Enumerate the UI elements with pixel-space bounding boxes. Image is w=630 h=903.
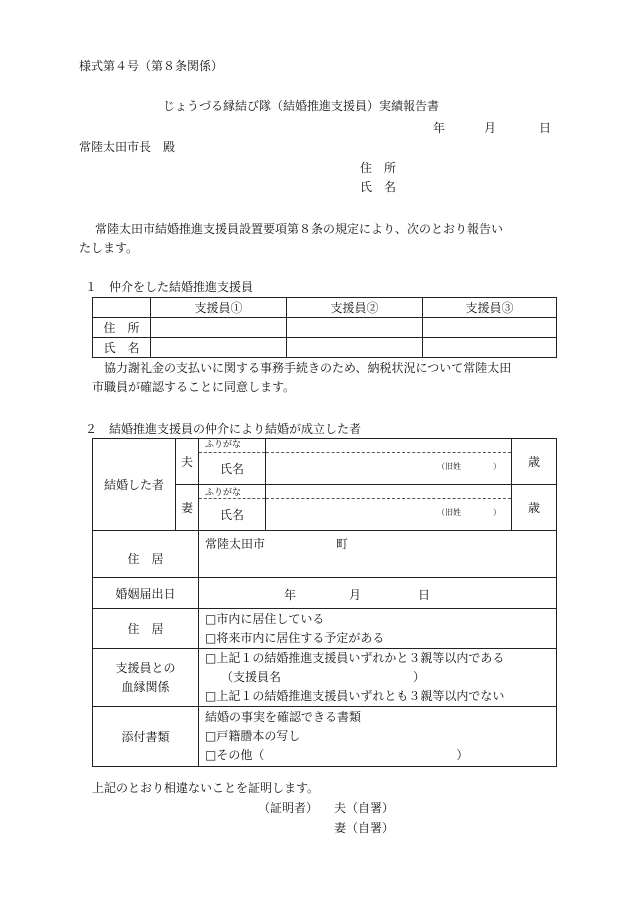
supporter-3-name[interactable] xyxy=(423,338,557,358)
intro-line-1: 常陸太田市結婚推進支援員設置要項第８条の規定により、次のとおり報告い xyxy=(95,222,504,236)
living-option-current[interactable]: □市内に居住している xyxy=(205,611,325,626)
husband-name-input[interactable] xyxy=(266,453,512,485)
certifier-label: （証明者） xyxy=(258,801,319,815)
col-supporter-1: 支援員① xyxy=(151,298,287,318)
relation-option-none[interactable]: □上記１の結婚推進支援員いずれとも３親等以内でない xyxy=(205,689,505,703)
attach-option-other[interactable]: □その他（ ） xyxy=(205,748,469,762)
relation-option-within[interactable]: □上記１の結婚推進支援員いずれかと３親等以内である xyxy=(205,651,505,665)
form-number: 様式第４号（第８条関係） xyxy=(79,59,224,73)
residence-town: 町 xyxy=(336,537,349,551)
addressee: 常陸太田市長 殿 xyxy=(79,140,176,154)
living-options xyxy=(199,609,557,649)
consent-line-2: 市職員が確認することに同意します。 xyxy=(92,380,296,394)
wife-age-unit: 歳 xyxy=(512,485,557,531)
registration-year: 年 xyxy=(284,588,297,602)
husband-age-unit: 歳 xyxy=(512,439,557,485)
wife-signature[interactable]: 妻（自署） xyxy=(334,821,395,835)
attach-option-koseki[interactable]: □戸籍謄本の写し xyxy=(205,729,301,743)
husband-old-surname: （旧姓 ） xyxy=(437,462,501,471)
residence-city: 常陸太田市 xyxy=(205,537,266,551)
row-address-label: 住 所 xyxy=(93,318,151,338)
wife-label: 妻 xyxy=(176,485,199,531)
date-month: 月 xyxy=(484,121,497,135)
intro-line-2: たします。 xyxy=(79,241,139,255)
residence-value[interactable] xyxy=(199,531,557,578)
wife-name-input[interactable] xyxy=(266,499,512,531)
section2-heading: ２ 結婚推進支援員の仲介により結婚が成立した者 xyxy=(85,422,362,436)
marriage-table xyxy=(92,438,557,767)
relation-label: 支援員との 血縁関係 xyxy=(93,649,199,707)
attach-options xyxy=(199,707,557,767)
living-option-future[interactable]: □将来市内に居住する予定がある xyxy=(205,630,385,645)
attach-heading: 結婚の事実を確認できる書類 xyxy=(205,710,362,724)
supporter-3-address[interactable] xyxy=(423,318,557,338)
applicant-address-label: 住 所 xyxy=(360,161,397,175)
row-name-label: 氏 名 xyxy=(93,338,151,358)
supporter-2-address[interactable] xyxy=(287,318,423,338)
husband-name-label: 氏名 xyxy=(199,453,266,485)
registration-label: 婚姻届出日 xyxy=(93,578,199,609)
wife-furigana-label: ふりがな xyxy=(199,485,266,499)
supporter-1-name[interactable] xyxy=(151,338,287,358)
registration-month: 月 xyxy=(349,588,362,602)
col-supporter-2: 支援員② xyxy=(287,298,423,318)
wife-old-surname: （旧姓 ） xyxy=(437,508,501,517)
living-label: 住 居 xyxy=(93,609,199,649)
registration-day: 日 xyxy=(418,588,431,602)
husband-label: 夫 xyxy=(176,439,199,485)
supporter-1-address[interactable] xyxy=(151,318,287,338)
husband-signature[interactable]: 夫（自署） xyxy=(334,801,395,815)
supporter-table xyxy=(92,297,557,358)
residence-label: 住 居 xyxy=(93,531,199,578)
document-title: じょうづる縁結び隊（結婚推進支援員）実績報告書 xyxy=(163,99,440,113)
section1-heading: １ 仲介をした結婚推進支援員 xyxy=(85,280,254,294)
wife-name-label: 氏名 xyxy=(199,499,266,531)
consent-line-1: 協力謝礼金の支払いに関する事務手続きのため、納税状況について常陸太田 xyxy=(104,361,512,375)
col-supporter-3: 支援員③ xyxy=(423,298,557,318)
relation-options xyxy=(199,649,557,707)
attach-label: 添付書類 xyxy=(93,707,199,767)
registration-date[interactable] xyxy=(199,578,557,609)
wife-furigana-input[interactable] xyxy=(266,485,512,499)
married-label: 結婚した者 xyxy=(93,439,176,531)
relation-supporter-name[interactable]: （支援員名 ） xyxy=(221,670,426,684)
husband-furigana-input[interactable] xyxy=(266,439,512,453)
date-year: 年 xyxy=(433,121,446,135)
date-day: 日 xyxy=(539,121,552,135)
certification-statement: 上記のとおり相違ないことを証明します。 xyxy=(92,781,320,795)
husband-furigana-label: ふりがな xyxy=(199,439,266,453)
supporter-2-name[interactable] xyxy=(287,338,423,358)
applicant-name-label: 氏 名 xyxy=(360,180,397,194)
